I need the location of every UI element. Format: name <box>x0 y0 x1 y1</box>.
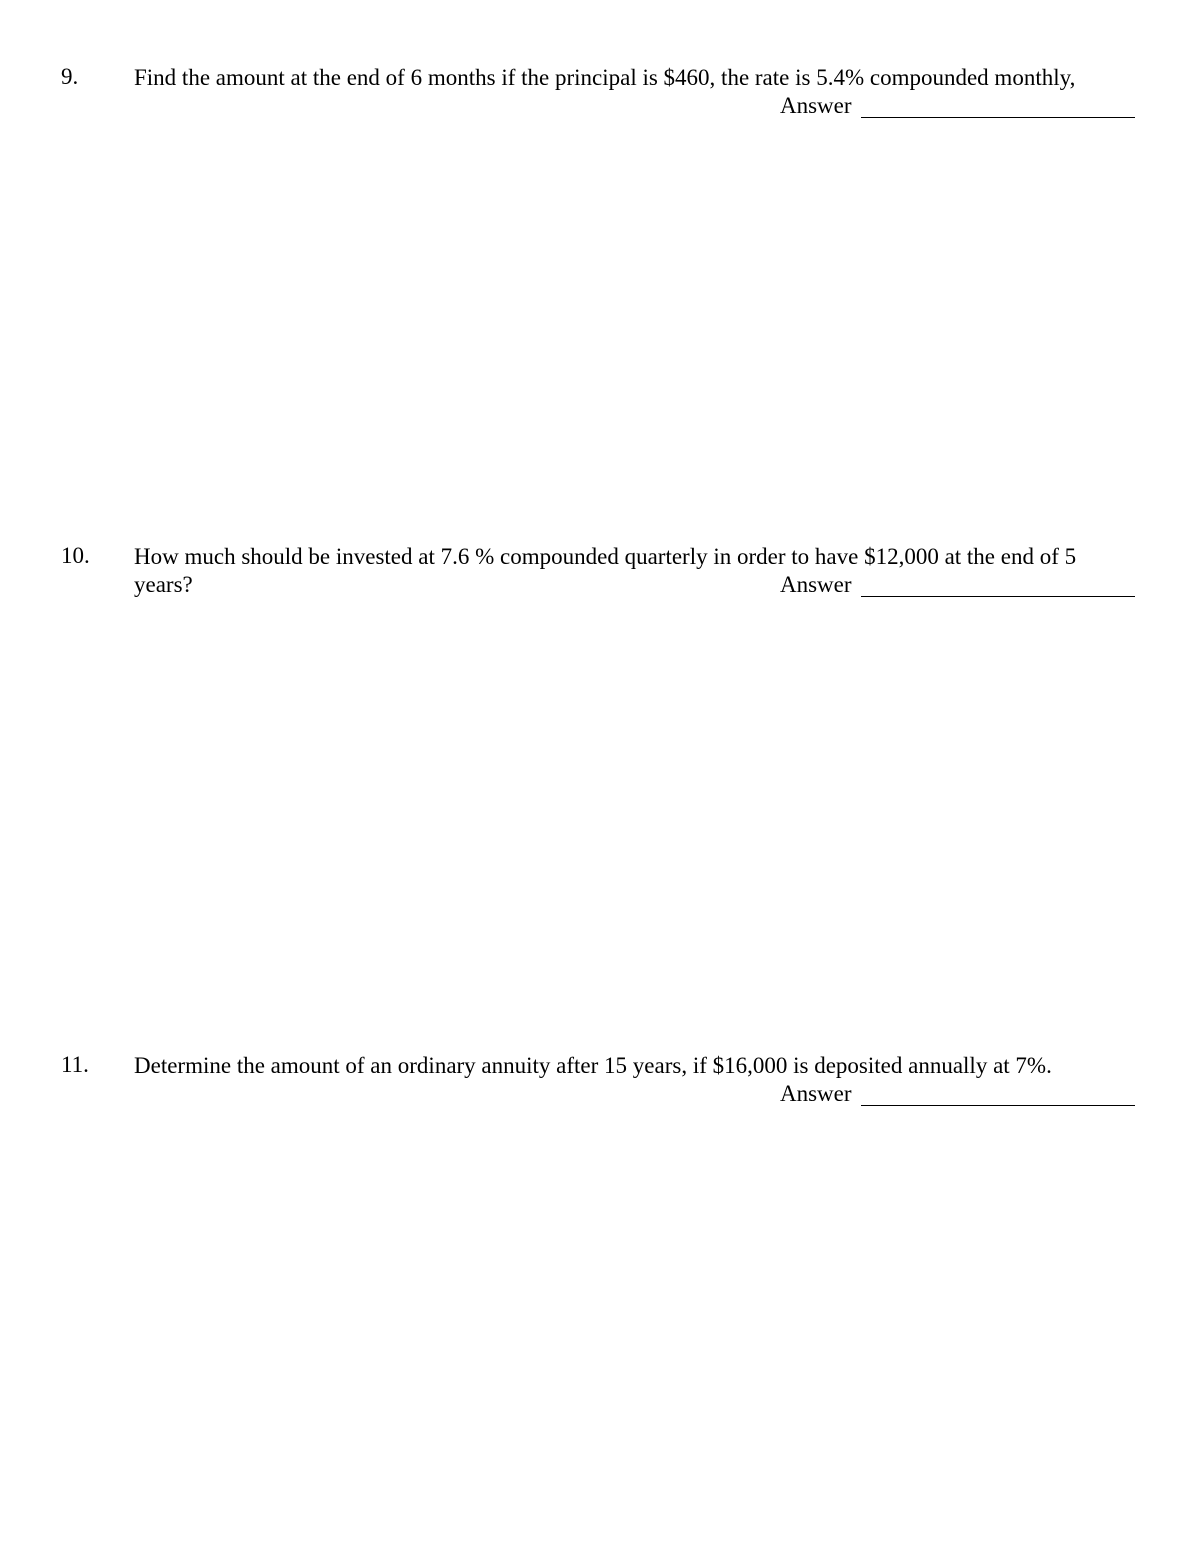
answer-blank[interactable] <box>861 596 1135 597</box>
question-number: 9. <box>61 64 79 89</box>
answer-label: Answer <box>780 1081 852 1106</box>
answer-blank[interactable] <box>861 1105 1135 1106</box>
answer-label: Answer <box>780 93 852 118</box>
question-continuation: years? <box>134 572 193 597</box>
answer-label: Answer <box>780 572 852 597</box>
question-text: How much should be invested at 7.6 % compounded quarterly in order to have $12,000 at the end of 5 <box>134 544 1077 569</box>
answer-blank[interactable] <box>861 117 1135 118</box>
question-number: 11. <box>61 1052 89 1077</box>
question-number: 10. <box>61 543 90 568</box>
question-text: Determine the amount of an ordinary annuity after 15 years, if $16,000 is deposited annually at 7%. <box>134 1053 1052 1078</box>
question-text: Find the amount at the end of 6 months if the principal is $460, the rate is 5.4% compounded monthly, <box>134 65 1076 90</box>
